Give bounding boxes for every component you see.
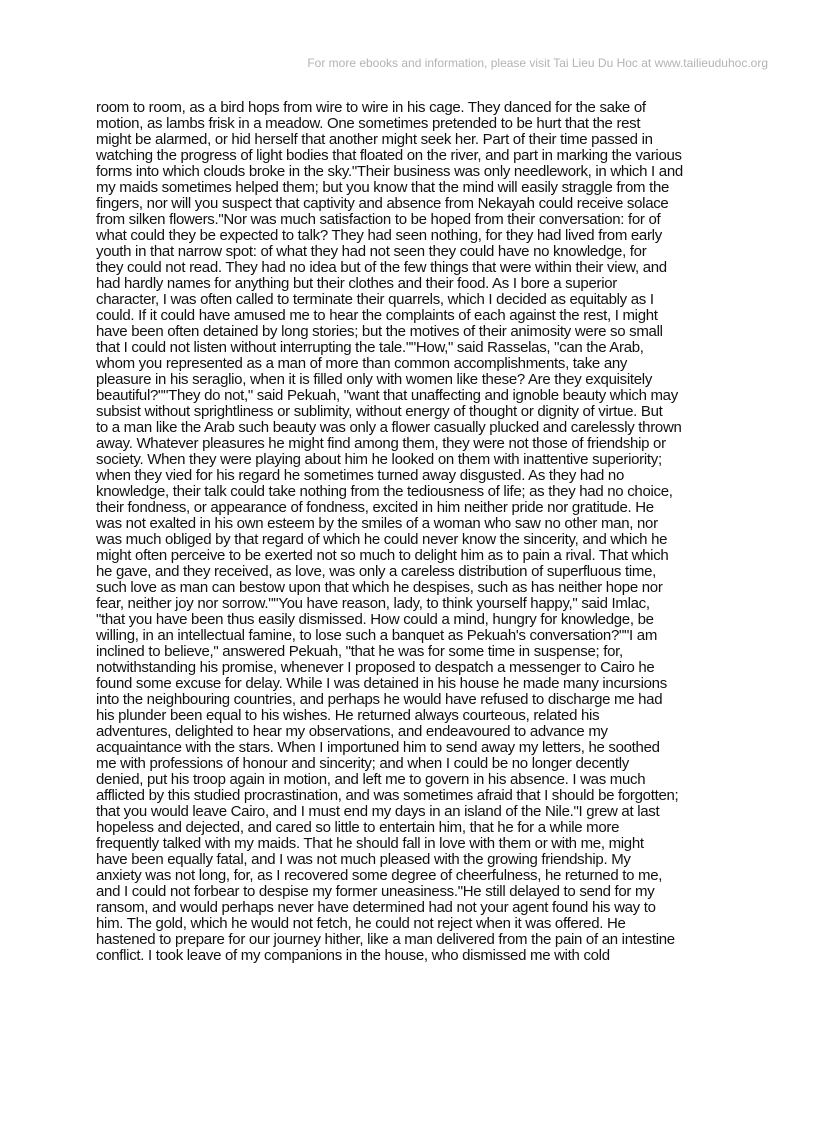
text-line: anxiety was not long, for, as I recovered some degree of cheerfulness, he returned to me, [96,867,663,884]
text-line: willing, in an intellectual famine, to lose such a banquet as Pekuah's conversation?""I am [96,627,658,644]
text-line: him. The gold, which he would not fetch, he could not reject when it was offered. He [96,915,626,932]
text-line: his plunder been equal to his wishes. He returned always courteous, related his [96,707,600,724]
text-line: character, I was often called to terminate their quarrels, which I decided as equitably as I [96,291,654,308]
text-line: hastened to prepare for our journey hither, like a man delivered from the pain of an intestine [96,931,675,948]
text-line: fingers, nor will you suspect that captivity and absence from Nekayah could receive solace [96,195,669,212]
text-line: was not exalted in his own esteem by the smiles of a woman who saw no other man, nor [96,515,658,532]
text-line: have been often detained by long stories; but the motives of their animosity were so small [96,323,663,340]
text-line: when they vied for his regard he sometimes turned away disgusted. As they had no [96,467,624,484]
text-line: beautiful?""They do not," said Pekuah, "want that unaffecting and ignoble beauty which may [96,387,678,404]
text-line: and I could not forbear to despise my former uneasiness."He still delayed to send for my [96,883,655,900]
text-line: away. Whatever pleasures he might find among them, they were not those of friendship or [96,435,666,452]
text-line: room to room, as a bird hops from wire to wire in his cage. They danced for the sake of [96,99,646,116]
text-line: pleasure in his seraglio, when it is filled only with women like these? Are they exquisitely [96,371,653,388]
text-line: knowledge, their talk could take nothing from the tediousness of life; as they had no choice, [96,483,673,500]
text-line: into the neighbouring countries, and perhaps he would have refused to discharge me had [96,691,663,708]
text-line: that I could not listen without interrupting the tale.""How," said Rasselas, "can the Arab, [96,339,644,356]
ebook-source-note: For more ebooks and information, please visit Tai Lieu Du Hoc at www.tailieuduhoc.org [307,56,768,70]
text-line: fear, neither joy nor sorrow.""You have reason, lady, to think yourself happy," said Imlac, [96,595,650,612]
text-line: me with professions of honour and sincerity; and when I could be no longer decently [96,755,629,772]
text-line: ransom, and would perhaps never have determined had not your agent found his way to [96,899,656,916]
text-line: might often perceive to be exerted not so much to delight him as to pain a rival. That which [96,547,669,564]
text-line: found some excuse for delay. While I was detained in his house he made many incursions [96,675,667,692]
text-line: what could they be expected to talk? They had seen nothing, for they had lived from early [96,227,662,244]
text-line: to a man like the Arab such beauty was only a flower casually plucked and carelessly thrown [96,419,682,436]
text-line: subsist without sprightliness or sublimity, without energy of thought or dignity of virtue. But [96,403,663,420]
text-line: acquaintance with the stars. When I importuned him to send away my letters, he soothed [96,739,660,756]
text-line: youth in that narrow spot: of what they had not seen they could have no knowledge, for [96,243,647,260]
text-line: watching the progress of light bodies that floated on the river, and part in marking the various [96,147,682,164]
text-line: was much obliged by that regard of which he could never know the sincerity, and which he [96,531,668,548]
text-line: afflicted by this studied procrastination, and was sometimes afraid that I should be forgotten; [96,787,679,804]
text-line: "that you have been thus easily dismissed. How could a mind, hungry for knowledge, be [96,611,654,628]
text-line: had hardly names for anything but their clothes and their food. As I bore a superior [96,275,617,292]
text-line: motion, as lambs frisk in a meadow. One sometimes pretended to be hurt that the rest [96,115,641,132]
text-line: whom you represented as a man of more than common accomplishments, take any [96,355,628,372]
text-line: frequently talked with my maids. That he should fall in love with them or with me, might [96,835,644,852]
body-text [96,100,736,964]
text-line: society. When they were playing about him he looked on them with inattentive superiority; [96,451,662,468]
text-line: from silken flowers."Nor was much satisfaction to be hoped from their conversation: for of [96,211,661,228]
text-line: hopeless and dejected, and cared so little to entertain him, that he for a while more [96,819,620,836]
text-line: might be alarmed, or hid herself that another might seek her. Part of their time passed in [96,131,653,148]
text-line: they could not read. They had no idea but of the few things that were within their view, and [96,259,667,276]
text-line: inclined to believe," answered Pekuah, "that he was for some time in suspense; for, [96,643,623,660]
text-line: notwithstanding his promise, whenever I proposed to despatch a messenger to Cairo he [96,659,655,676]
text-line: my maids sometimes helped them; but you know that the mind will easily straggle from the [96,179,670,196]
text-line: he gave, and they received, as love, was only a careless distribution of superfluous time, [96,563,656,580]
text-line: could. If it could have amused me to hear the complaints of each against the rest, I might [96,307,658,324]
text-line: such love as man can bestow upon that which he despises, such as has neither hope nor [96,579,663,596]
text-line: adventures, delighted to hear my observations, and endeavoured to advance my [96,723,608,740]
text-line: forms into which clouds broke in the sky."Their business was only needlework, in which I and [96,163,683,180]
text-line: that you would leave Cairo, and I must end my days in an island of the Nile."I grew at last [96,803,660,820]
text-line: have been equally fatal, and I was not much pleased with the growing friendship. My [96,851,631,868]
text-line: denied, put his troop again in motion, and left me to govern in his absence. I was much [96,771,646,788]
text-line: their fondness, or appearance of fondness, excited in him neither pride nor gratitude. He [96,499,654,516]
text-line: conflict. I took leave of my companions in the house, who dismissed me with cold [96,947,610,964]
